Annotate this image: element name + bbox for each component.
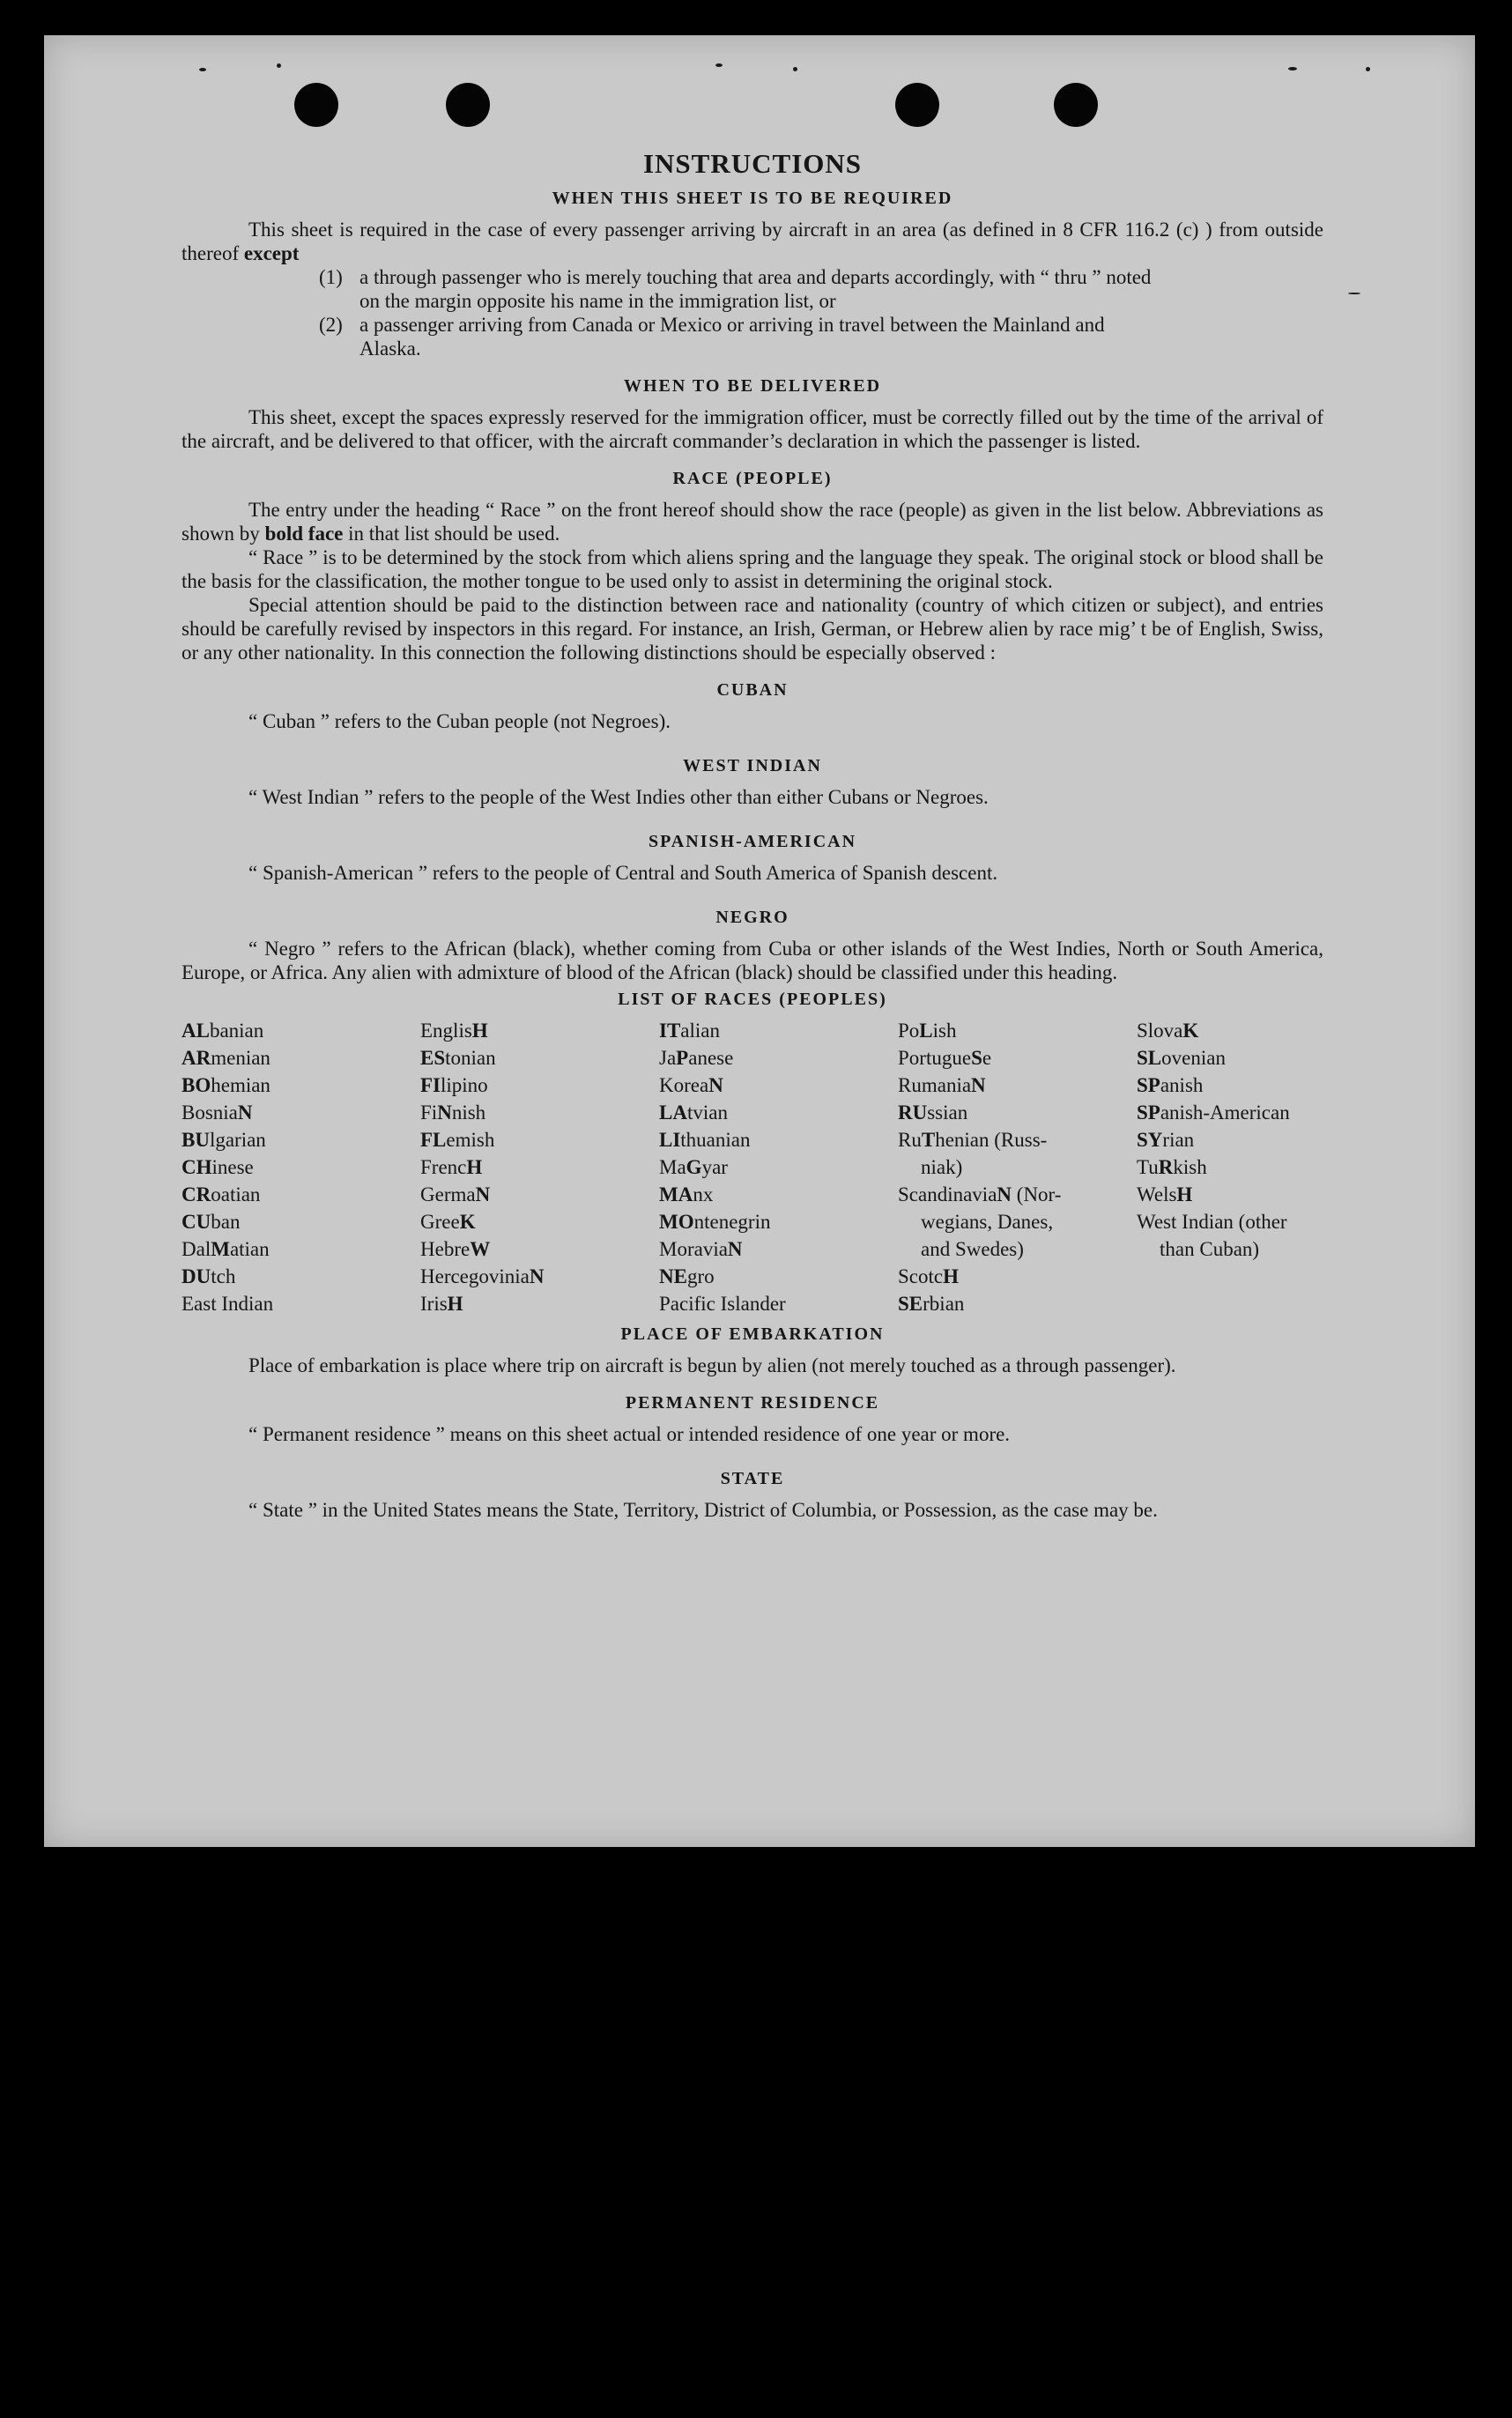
- race-entry: EStonian: [420, 1047, 496, 1069]
- item-line: a passenger arriving from Canada or Mexico or arriving in travel between the Mainland and: [359, 314, 1105, 336]
- item-line: Alaska.: [359, 337, 421, 360]
- race-paragraph-3: Special attention should be paid to the distinction between race and nationality (country of which citizen or subject), and entries should be carefully revised by inspectors in this regard. For instance, an Irish, German, or Hebrew alien by race mig’ t be of English, Swiss, or any other nationality. In this connection the following distinctions should be especially observed :: [182, 594, 1323, 664]
- punch-hole: [446, 83, 490, 127]
- race-entry: GermaN: [420, 1183, 491, 1205]
- race-entry: ITalian: [659, 1020, 720, 1042]
- scan-speck: [199, 68, 206, 71]
- race-paragraph-2: “ Race ” is to be determined by the stock from which aliens spring and the language they speak. The original stock or blood shall be the basis for the classification, the mother tongue to be used only to assist in determining the original stock.: [182, 546, 1323, 592]
- scan-speck: [277, 63, 281, 68]
- race-bold-text: bold face: [264, 523, 344, 545]
- race-column: [182, 1017, 420, 1317]
- required-text: This sheet is required in the case of every passenger arriving by aircraft in an area (as defined in 8 CFR 116.2 (c) ) from outside thereof: [182, 219, 1323, 264]
- race-entry: HebreW: [420, 1238, 491, 1260]
- race-column: [898, 1017, 1137, 1317]
- section-heading: NEGRO: [715, 908, 789, 927]
- race-text: The entry under the heading “ Race ” on the front hereof should show the race (people) as given in the list below. Abbreviations as shown by: [182, 499, 1323, 545]
- race-entry: West Indian (other: [1137, 1211, 1287, 1233]
- instructions-content: [182, 148, 1323, 1522]
- race-entry: BOhemian: [182, 1074, 271, 1096]
- race-entry: BosniaN: [182, 1101, 253, 1124]
- race-entry: WelsH: [1137, 1183, 1193, 1205]
- state-paragraph: “ State ” in the United States means the State, Territory, District of Columbia, or Possession, as the case may be.: [248, 1499, 1158, 1521]
- race-column: [1137, 1017, 1323, 1317]
- west-indian-paragraph: “ West Indian ” refers to the people of the West Indies other than either Cubans or Negroes.: [248, 786, 989, 808]
- race-entry: and Swedes): [921, 1238, 1024, 1260]
- race-entry: wegians, Danes,: [921, 1211, 1054, 1233]
- race-list: [182, 1017, 1323, 1317]
- item-number: (1): [319, 266, 343, 288]
- race-entry: SPanish: [1137, 1074, 1204, 1096]
- scan-speck: [1288, 67, 1297, 70]
- race-entry: NEgro: [659, 1265, 715, 1287]
- race-entry: PoLish: [898, 1020, 957, 1042]
- document-title: INSTRUCTIONS: [642, 148, 862, 179]
- race-column: [659, 1017, 898, 1317]
- race-entry: CUban: [182, 1211, 241, 1233]
- scan-speck: [793, 67, 797, 71]
- item-line: a through passenger who is merely touching that area and departs accordingly, with “ thru ” noted: [359, 266, 1152, 288]
- exception-item-1: [319, 265, 1323, 313]
- section-heading: WEST INDIAN: [683, 756, 822, 775]
- race-entry: FIlipino: [420, 1074, 488, 1096]
- race-entry: TuRkish: [1137, 1156, 1207, 1178]
- required-paragraph: [182, 218, 1323, 265]
- race-entry: MaGyar: [659, 1156, 728, 1178]
- scan-speck: [1366, 67, 1370, 71]
- race-entry: MAnx: [659, 1183, 714, 1205]
- race-entry: SLovenian: [1137, 1047, 1226, 1069]
- item-text: [359, 265, 1323, 313]
- race-entry: LIthuanian: [659, 1129, 751, 1151]
- exception-item-2: [319, 313, 1323, 360]
- race-entry: JaPanese: [659, 1047, 734, 1069]
- section-heading: STATE: [720, 1469, 785, 1488]
- punch-hole: [294, 83, 338, 127]
- race-column: [420, 1017, 659, 1317]
- race-entry: niak): [921, 1156, 963, 1178]
- race-entry: MOntenegrin: [659, 1211, 771, 1233]
- required-bold-text: except: [243, 242, 300, 264]
- cuban-paragraph: “ Cuban ” refers to the Cuban people (not Negroes).: [248, 710, 671, 732]
- race-entry: EnglisH: [420, 1020, 488, 1042]
- race-entry: SPanish-American: [1137, 1101, 1290, 1124]
- race-entry: ARmenian: [182, 1047, 271, 1069]
- embarkation-paragraph: Place of embarkation is place where trip on aircraft is begun by alien (not merely touched as a through passenger).: [248, 1354, 1176, 1376]
- scan-speck: [1348, 293, 1360, 294]
- race-entry: PortugueSe: [898, 1047, 992, 1069]
- race-entry: BUlgarian: [182, 1129, 266, 1151]
- delivered-paragraph: This sheet, except the spaces expressly reserved for the immigration officer, must be correctly filled out by the time of the arrival of the aircraft, and be delivered to that officer, with the aircraft commander’s declaration in which the passenger is listed.: [182, 406, 1323, 452]
- section-heading: PERMANENT RESIDENCE: [625, 1393, 880, 1413]
- race-entry: RumaniaN: [898, 1074, 986, 1096]
- list-heading: LIST OF RACES (PEOPLES): [618, 990, 887, 1009]
- race-entry: DUtch: [182, 1265, 236, 1287]
- race-entry: ALbanian: [182, 1020, 264, 1042]
- race-entry: IrisH: [420, 1293, 463, 1315]
- scan-speck: [715, 63, 723, 67]
- race-entry: HercegoviniaN: [420, 1265, 545, 1287]
- race-entry: FrencH: [420, 1156, 483, 1178]
- punch-hole: [895, 83, 939, 127]
- section-heading: SPANISH-AMERICAN: [648, 832, 857, 851]
- negro-paragraph: “ Negro ” refers to the African (black), whether coming from Cuba or other islands of the West Indies, North or South America, Europe, or Africa. Any alien with admixture of blood of the African (black) should be classified under this heading.: [182, 938, 1323, 983]
- race-entry: ScandinaviaN (Nor-: [898, 1183, 1062, 1205]
- item-line: on the margin opposite his name in the immigration list, or: [359, 290, 836, 312]
- race-entry: RUssian: [898, 1101, 968, 1124]
- race-entry: FiNnish: [420, 1101, 486, 1124]
- race-entry: MoraviaN: [659, 1238, 743, 1260]
- race-entry: GreeK: [420, 1211, 476, 1233]
- race-entry: SErbian: [898, 1293, 965, 1315]
- race-entry: KoreaN: [659, 1074, 723, 1096]
- race-entry: ScotcH: [898, 1265, 959, 1287]
- race-entry: than Cuban): [1160, 1238, 1260, 1260]
- spanish-american-paragraph: “ Spanish-American ” refers to the people of Central and South America of Spanish descent.: [248, 862, 998, 884]
- race-entry: FLemish: [420, 1129, 495, 1151]
- race-entry: CHinese: [182, 1156, 254, 1178]
- race-entry: East Indian: [182, 1293, 274, 1315]
- race-entry: SYrian: [1137, 1129, 1195, 1151]
- race-entry: RuThenian (Russ-: [898, 1129, 1048, 1151]
- section-heading: WHEN TO BE DELIVERED: [623, 376, 882, 396]
- document-sheet: [44, 35, 1475, 1847]
- punch-hole: [1054, 83, 1098, 127]
- race-entry: DalMatian: [182, 1238, 270, 1260]
- race-entry: Pacific Islander: [659, 1293, 786, 1315]
- race-entry: LAtvian: [659, 1101, 728, 1124]
- item-number: (2): [319, 314, 343, 336]
- race-paragraph-1: [182, 498, 1323, 545]
- race-entry: SlovaK: [1137, 1020, 1199, 1042]
- item-text: [359, 313, 1323, 360]
- section-heading: PLACE OF EMBARKATION: [620, 1324, 885, 1344]
- race-text: in that list should be used.: [348, 523, 560, 545]
- section-heading: WHEN THIS SHEET IS TO BE REQUIRED: [552, 189, 953, 208]
- race-entry: CRoatian: [182, 1183, 261, 1205]
- residence-paragraph: “ Permanent residence ” means on this sheet actual or intended residence of one year or more.: [248, 1423, 1011, 1445]
- section-heading: RACE (PEOPLE): [672, 469, 833, 488]
- section-heading: CUBAN: [716, 680, 789, 700]
